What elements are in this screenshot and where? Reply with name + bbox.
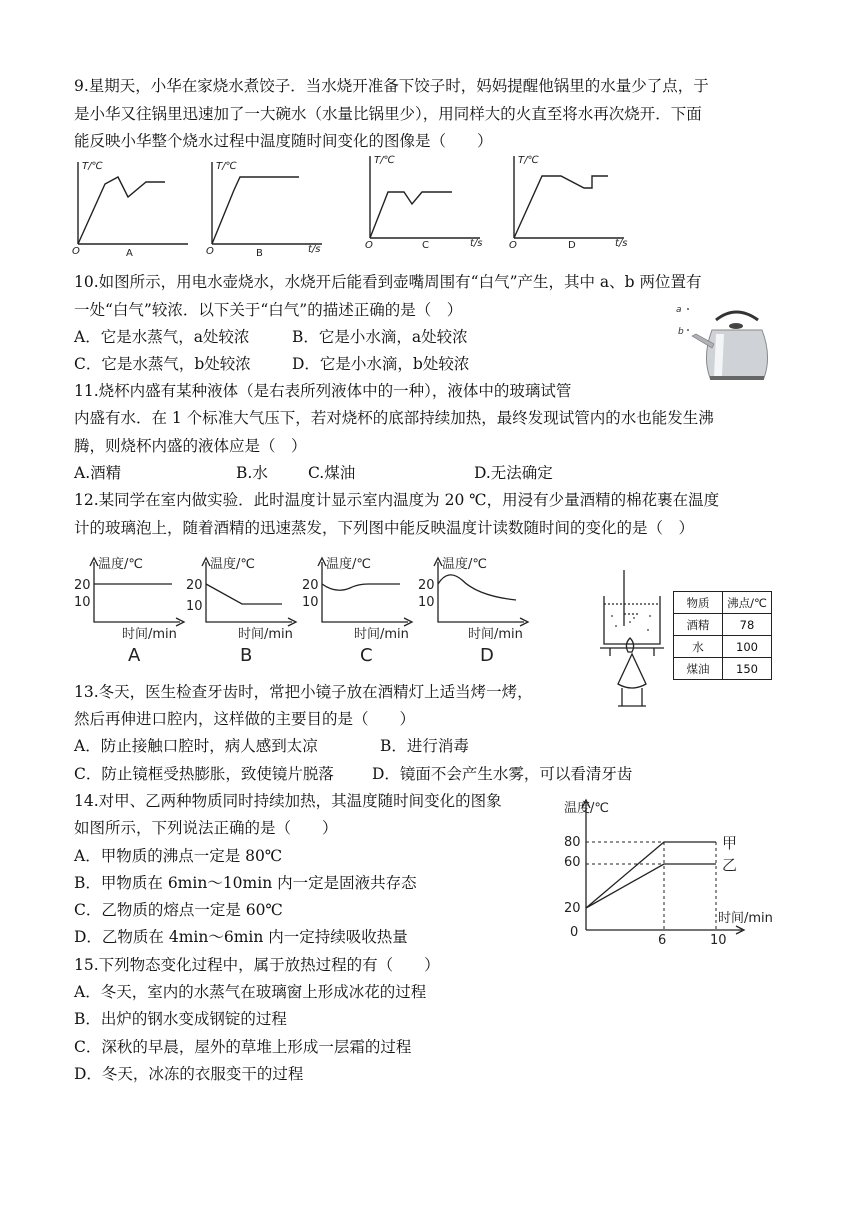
q9-line-3: 能反映小华整个烧水过程中温度随时间变化的图像是（ ） bbox=[74, 132, 493, 150]
q12-c-ylabel: 温度/℃ bbox=[326, 557, 371, 572]
kettle-label-a: a bbox=[676, 305, 682, 315]
q12-line-2: 计的玻璃泡上，随着酒精的迅速蒸发，下列图中能反映温度计读数随时间的变化的是（ ） bbox=[74, 519, 695, 537]
q12-a-ylabel: 温度/℃ bbox=[98, 557, 143, 572]
q9-a-option: A bbox=[126, 248, 133, 259]
table-header-substance: 物质 bbox=[674, 592, 723, 614]
q11-option-d[interactable]: D.无法确定 bbox=[474, 464, 553, 482]
q12-c-option: C bbox=[360, 645, 373, 666]
q9-graph-d bbox=[514, 156, 624, 238]
q14-series-line-yi bbox=[586, 864, 716, 908]
q12-b-ylabel: 温度/℃ bbox=[210, 557, 255, 572]
q12-a-tick10: 10 bbox=[74, 595, 91, 610]
q9-d-option: D bbox=[568, 240, 576, 251]
q9-d-ylabel: T/℃ bbox=[518, 155, 539, 166]
q14-option-d[interactable]: D．乙物质在 4min～6min 内一定持续吸收热量 bbox=[74, 928, 408, 946]
q9-b-origin: O bbox=[206, 246, 214, 257]
table-header-boiling-point: 沸点/℃ bbox=[723, 592, 772, 614]
q12-graphs bbox=[68, 548, 548, 666]
q13-option-d[interactable]: D．镜面不会产生水雾，可以看清牙齿 bbox=[372, 765, 633, 783]
q14-option-a[interactable]: A．甲物质的沸点一定是 80℃ bbox=[74, 847, 283, 865]
q12-b-option: B bbox=[240, 645, 253, 666]
q11-line-3: 腾，则烧杯内盛的液体应是（ ） bbox=[74, 437, 307, 455]
q9-c-origin: O bbox=[365, 240, 373, 251]
q15-option-c[interactable]: C．深秋的早晨，屋外的草堆上形成一层霜的过程 bbox=[74, 1038, 412, 1056]
q9-d-xlabel: t/s bbox=[615, 238, 628, 249]
table-row bbox=[674, 614, 772, 636]
q9-c-xlabel: t/s bbox=[470, 238, 483, 249]
kettle-figure bbox=[676, 300, 776, 386]
beaker-apparatus-figure bbox=[598, 566, 666, 712]
q14-chart bbox=[556, 792, 788, 950]
table-cell: 150 bbox=[723, 658, 772, 680]
q11-line-1: 11.烧杯内盛有某种液体（是右表所列液体中的一种），液体中的玻璃试管 bbox=[74, 382, 572, 400]
q14-option-b[interactable]: B．甲物质在 6min～10min 内一定是固液共存态 bbox=[74, 874, 417, 892]
table-cell: 酒精 bbox=[674, 614, 723, 636]
q10-option-d[interactable]: D．它是小水滴，b处较浓 bbox=[292, 355, 470, 373]
q9-d-origin: O bbox=[509, 240, 517, 251]
q12-b-tick20: 20 bbox=[186, 578, 203, 593]
q12-c-xlabel: 时间/min bbox=[354, 627, 409, 642]
q12-b-tick10: 10 bbox=[186, 599, 203, 614]
q9-c-option: C bbox=[422, 240, 429, 251]
q14-line-1: 14.对甲、乙两种物质同时持续加热，其温度随时间变化的图象 bbox=[74, 792, 502, 810]
q14-ylabel: 温度/℃ bbox=[564, 801, 609, 816]
q9-b-option: B bbox=[256, 248, 263, 259]
q12-d-ylabel: 温度/℃ bbox=[442, 557, 487, 572]
q11-line-2: 内盛有水．在 1 个标准大气压下，若对烧杯的底部持续加热，最终发现试管内的水也能发生沸 bbox=[74, 409, 714, 427]
q12-d-option: D bbox=[480, 645, 494, 666]
q15-line-1: 15.下列物态变化过程中，属于放热过程的有（ ） bbox=[74, 956, 440, 974]
q9-graph-a bbox=[78, 162, 188, 244]
q15-option-a[interactable]: A．冬天，室内的水蒸气在玻璃窗上形成冰花的过程 bbox=[74, 983, 427, 1001]
q14-ytick-60: 60 bbox=[564, 855, 581, 870]
q15-option-d[interactable]: D．冬天，冰冻的衣服变干的过程 bbox=[74, 1065, 304, 1083]
q13-line-1: 13.冬天，医生检查牙齿时，常把小镜子放在酒精灯上适当烤一烤， bbox=[74, 683, 533, 701]
q12-b-xlabel: 时间/min bbox=[238, 627, 293, 642]
q9-a-ylabel: T/℃ bbox=[82, 161, 103, 172]
q14-series-yi-label: 乙 bbox=[722, 856, 738, 874]
q14-xtick-6: 6 bbox=[658, 933, 667, 948]
q12-c-tick20: 20 bbox=[302, 578, 319, 593]
q12-a-tick20: 20 bbox=[74, 578, 91, 593]
q12-d-tick10: 10 bbox=[418, 595, 435, 610]
table-cell: 100 bbox=[723, 636, 772, 658]
q15-option-b[interactable]: B．出炉的钢水变成钢锭的过程 bbox=[74, 1010, 287, 1028]
q13-option-b[interactable]: B．进行消毒 bbox=[380, 737, 469, 755]
q10-option-a[interactable]: A．它是水蒸气，a处较浓 bbox=[74, 328, 250, 346]
table-row bbox=[674, 636, 772, 658]
q13-line-2: 然后再伸进口腔内，这样做的主要目的是（ ） bbox=[74, 710, 416, 728]
table-cell: 煤油 bbox=[674, 658, 723, 680]
q14-origin: 0 bbox=[570, 925, 579, 940]
q10-line-1: 10.如图所示，用电水壶烧水，水烧开后能看到壶嘴周围有“白气”产生，其中 a、b 两位置有 bbox=[74, 273, 702, 291]
q14-series-line-jia bbox=[586, 842, 716, 908]
q10-option-b[interactable]: B．它是小水滴，a处较浓 bbox=[292, 328, 468, 346]
q13-option-c[interactable]: C．防止镜框受热膨胀，致使镜片脱落 bbox=[74, 765, 334, 783]
q9-graph-c bbox=[370, 156, 480, 238]
q9-a-origin: O bbox=[72, 246, 80, 257]
q14-option-c[interactable]: C．乙物质的熔点一定是 60℃ bbox=[74, 901, 283, 919]
q12-d-tick20: 20 bbox=[418, 578, 435, 593]
q10-option-c[interactable]: C．它是水蒸气，b处较浓 bbox=[74, 355, 251, 373]
q12-a-xlabel: 时间/min bbox=[122, 627, 177, 642]
q12-line-1: 12.某同学在室内做实验．此时温度计显示室内温度为 20 ℃，用浸有少量酒精的棉花裹在温度 bbox=[74, 491, 720, 509]
q12-d-xlabel: 时间/min bbox=[468, 627, 523, 642]
table-row bbox=[674, 658, 772, 680]
q14-xlabel: 时间/min bbox=[718, 911, 773, 926]
q9-graphs bbox=[60, 152, 660, 262]
q14-ytick-80: 80 bbox=[564, 835, 581, 850]
q12-c-tick10: 10 bbox=[302, 595, 319, 610]
q12-a-option: A bbox=[128, 645, 141, 666]
q14-ytick-20: 20 bbox=[564, 901, 581, 916]
q11-option-b[interactable]: B.水 bbox=[236, 464, 268, 482]
q14-xtick-10: 10 bbox=[710, 933, 727, 948]
q9-b-ylabel: T/℃ bbox=[216, 161, 237, 172]
q14-series-jia-label: 甲 bbox=[722, 834, 738, 852]
table-cell: 78 bbox=[723, 614, 772, 636]
q14-line-2: 如图所示，下列说法正确的是（ ） bbox=[74, 819, 338, 837]
q11-option-a[interactable]: A.酒精 bbox=[74, 464, 122, 482]
q9-c-ylabel: T/℃ bbox=[374, 155, 395, 166]
q11-option-c[interactable]: C.煤油 bbox=[308, 464, 356, 482]
q13-option-a[interactable]: A．防止接触口腔时，病人感到太凉 bbox=[74, 737, 318, 755]
q10-line-2: 一处“白气”较浓．以下关于“白气”的描述正确的是（ ） bbox=[74, 301, 463, 319]
q9-graph-b bbox=[212, 162, 322, 244]
table-cell: 水 bbox=[674, 636, 723, 658]
kettle-label-b: b bbox=[678, 327, 684, 337]
q9-line-2: 是小华又往锅里迅速加了一大碗水（水量比锅里少），用同样大的火直至将水再次烧开．下面 bbox=[74, 105, 702, 123]
q9-line-1: 9.星期天，小华在家烧水煮饺子．当水烧开准备下饺子时，妈妈提醒他锅里的水量少了点，于 bbox=[74, 77, 709, 95]
boiling-point-table bbox=[673, 591, 772, 680]
q9-b-xlabel: t/s bbox=[308, 244, 321, 255]
